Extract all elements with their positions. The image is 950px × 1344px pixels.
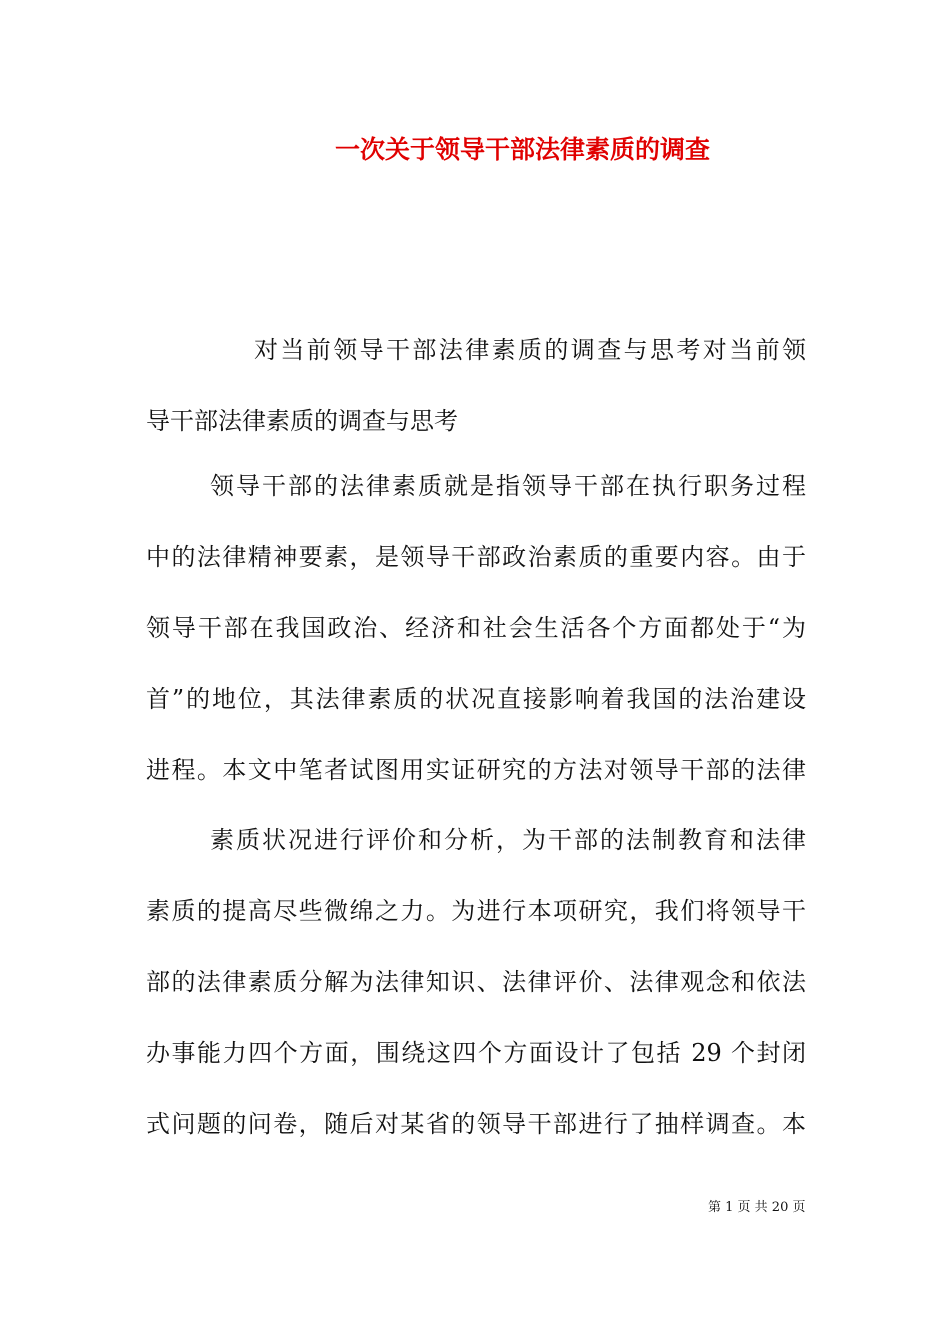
body-line-6: 首”的地位，其法律素质的状况直接影响着我国的法治建设 [146,685,806,713]
body-line-1: 对当前领导干部法律素质的调查与思考对当前领 [254,336,806,364]
body-line-4: 中的法律精神要素，是领导干部政治素质的重要内容。由于 [146,543,806,571]
document-title: 一次关于领导干部法律素质的调查 [334,135,710,164]
body-line-12: 式问题的问卷，随后对某省的领导干部进行了抽样调查。本 [146,1110,806,1138]
body-line-5: 领导干部在我国政治、经济和社会生活各个方面都处于“为 [146,614,806,642]
body-line-11: 办事能力四个方面，围绕这四个方面设计了包括 29 个封闭 [146,1039,806,1067]
body-line-2: 导干部法律素质的调查与思考 [146,407,458,435]
body-line-10: 部的法律素质分解为法律知识、法律评价、法律观念和依法 [146,968,806,996]
page-number: 第 1 页 共 20 页 [708,1200,806,1215]
body-line-9: 素质的提高尽些微绵之力。为进行本项研究，我们将领导干 [146,897,806,925]
body-line-8: 素质状况进行评价和分析，为干部的法制教育和法律 [210,826,806,854]
body-line-7: 进程。本文中笔者试图用实证研究的方法对领导干部的法律 [146,756,806,784]
body-line-3: 领导干部的法律素质就是指领导干部在执行职务过程 [210,472,806,500]
